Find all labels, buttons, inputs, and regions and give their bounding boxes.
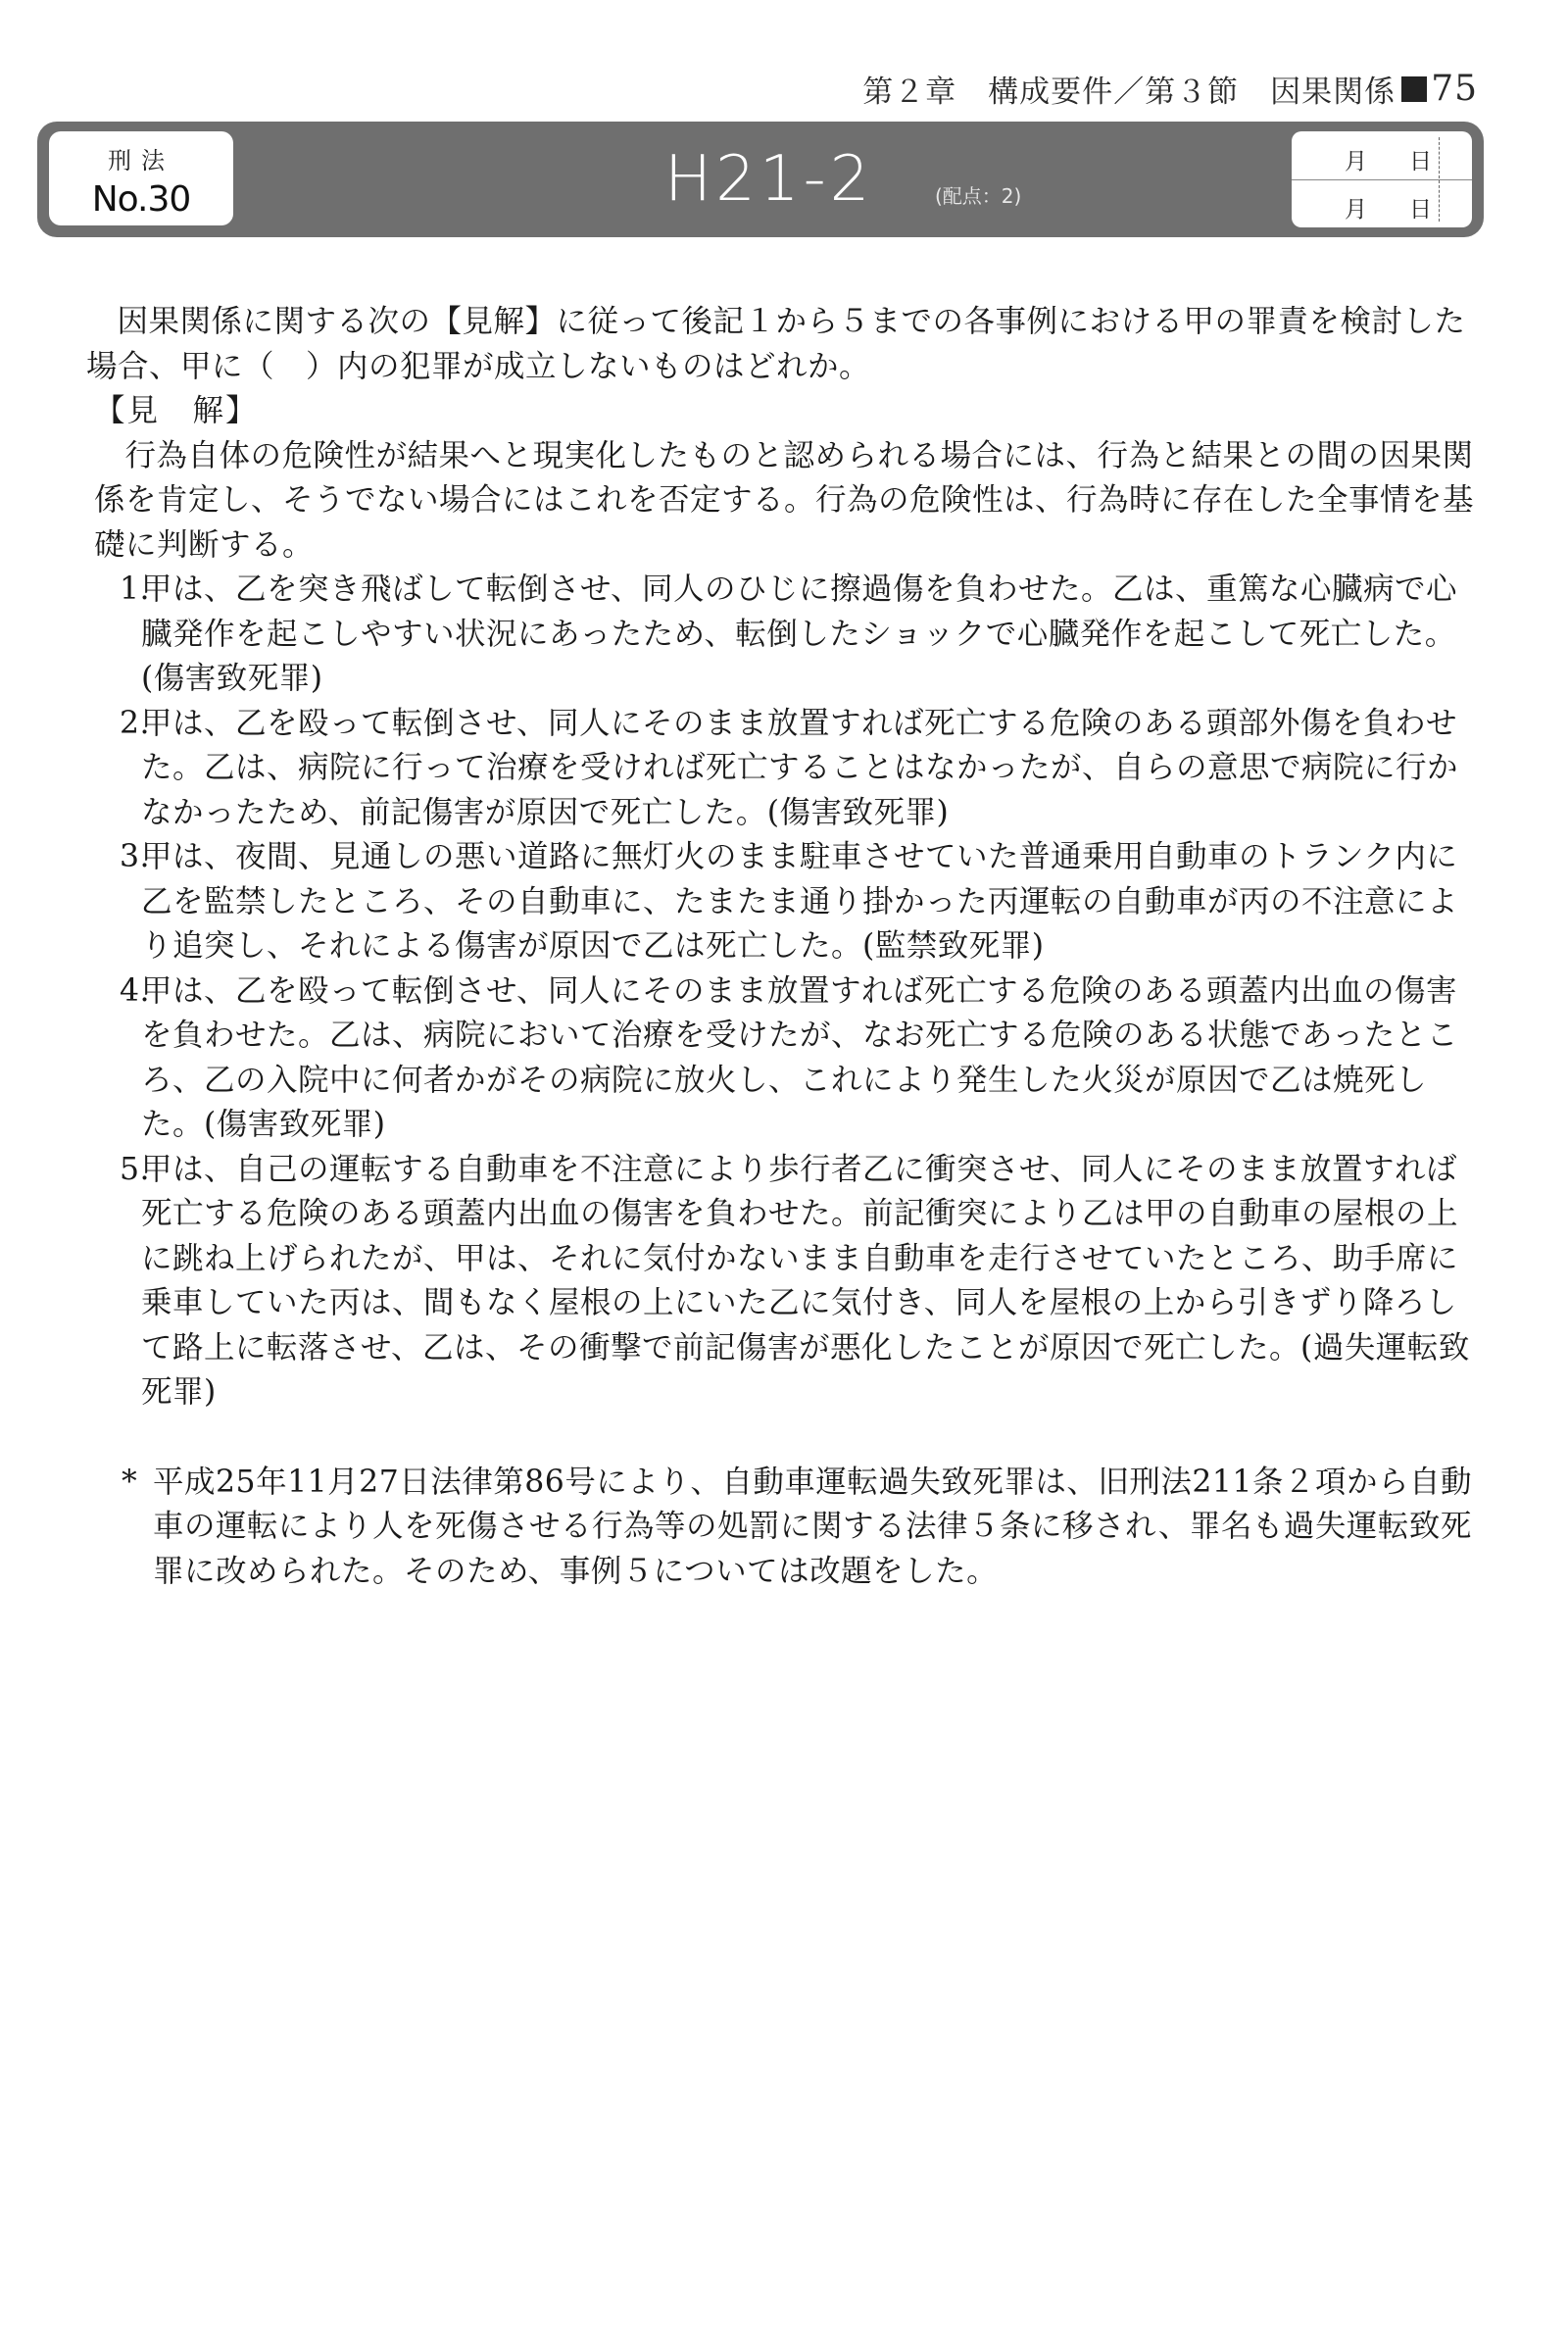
case-text: 甲は、乙を殴って転倒させ、同人にそのまま放置すれば死亡する危険のある頭蓋内出血の傷害を負わせた。乙は、病院において治療を受けたが、なお死亡する危険のある状態であったところ、乙の入院中に何者かがその病院に放火し、これにより発生した火災が原因で乙は焼死した。(傷害致死罪) xyxy=(141,972,1458,1142)
subject-label: 刑法 xyxy=(108,147,174,174)
case-number: 3. xyxy=(120,839,151,874)
date-row xyxy=(1292,131,1472,180)
chapter-section-title: 第２章 構成要件／第３節 因果関係 xyxy=(862,75,1396,110)
subject-box xyxy=(49,131,233,225)
points-label: (配点：2) xyxy=(935,184,1022,208)
case-text: 甲は、乙を突き飛ばして転倒させ、同人のひじに擦過傷を負わせた。乙は、重篤な心臓病で心臓発作を起こしやすい状況にあったため、転倒したショックで心臓発作を起こして死亡した。(傷害致死罪) xyxy=(141,571,1458,696)
case-text: 甲は、自己の運転する自動車を不注意により歩行者乙に衝突させ、同人にそのまま放置すれば死亡する危険のある頭蓋内出血の傷害を負わせた。前記衝突により乙は甲の自動車の屋根の上に跳ね上げられたが、甲は、それに気付かないまま自動車を走行させていたところ、助手席に乗車していた丙は、間もなく屋根の上にいた乙に気付き、同人を屋根の上から引きずり降ろして路上に転落させ、乙は、その衝撃で前記傷害が悪化したことが原因で死亡した。(過失運転致死罪) xyxy=(141,1151,1470,1410)
revision-note xyxy=(86,1461,1482,1595)
case-text: 甲は、乙を殴って転倒させ、同人にそのまま放置すれば死亡する危険のある頭部外傷を負わせた。乙は、病院に行って治療を受ければ死亡することはなかったが、自らの意思で病院に行かなかったため、前記傷害が原因で死亡した。(傷害致死罪) xyxy=(141,705,1459,830)
black-square-icon xyxy=(1401,76,1427,102)
case-item xyxy=(86,568,1482,702)
case-text: 甲は、夜間、見通しの悪い道路に無灯火のまま駐車させていた普通乗用自動車のトランク内に乙を監禁したところ、その自動車に、たまたま通り掛かった丙運転の自動車が丙の不注意により追突し、それによる傷害が原因で乙は死亡した。(監禁致死罪) xyxy=(141,839,1459,964)
date-row xyxy=(1292,179,1472,227)
checkbox-divider xyxy=(1439,137,1440,222)
day-label: 日 xyxy=(1409,149,1432,174)
case-number: 5. xyxy=(120,1151,151,1187)
question-body xyxy=(86,300,1482,1594)
view-heading: 【見 解】 xyxy=(94,393,259,428)
running-head xyxy=(862,67,1478,111)
month-label: 月 xyxy=(1345,149,1367,174)
case-number: 1. xyxy=(120,571,151,607)
question-header-bar xyxy=(37,122,1484,237)
case-number: 4. xyxy=(120,972,151,1009)
asterisk-marker: * xyxy=(122,1464,138,1500)
view-text: 行為自体の危険性が結果へと現実化したものと認められる場合には、行為と結果との間の因果関係を肯定し、そうでない場合にはこれを否定する。行為の危険性は、行為時に存在した全事情を基礎に判断する。 xyxy=(94,437,1475,563)
exam-code: H21-2 xyxy=(664,143,874,216)
spacer xyxy=(86,1416,1482,1461)
study-date-box xyxy=(1292,131,1472,227)
page-number: 75 xyxy=(1431,69,1478,109)
case-item xyxy=(86,969,1482,1148)
day-label: 日 xyxy=(1409,197,1432,223)
question-stem: 因果関係に関する次の【見解】に従って後記１から５までの各事例における甲の罪責を検討した場合、甲に（ ）内の犯罪が成立しないものはどれか。 xyxy=(86,304,1466,384)
case-item xyxy=(86,1148,1482,1416)
case-number: 2. xyxy=(120,705,151,741)
note-text: 平成25年11月27日法律第86号により、自動車運転過失致死罪は、旧刑法211条２項から自動車の運転により人を死傷させる行為等の処罰に関する法律５条に移され、罪名も過失運転致死罪に改められた。そのため、事例５については改題をした。 xyxy=(153,1464,1472,1589)
case-item xyxy=(86,702,1482,836)
case-item xyxy=(86,835,1482,969)
question-number: No.30 xyxy=(91,179,191,220)
month-label: 月 xyxy=(1345,197,1367,223)
